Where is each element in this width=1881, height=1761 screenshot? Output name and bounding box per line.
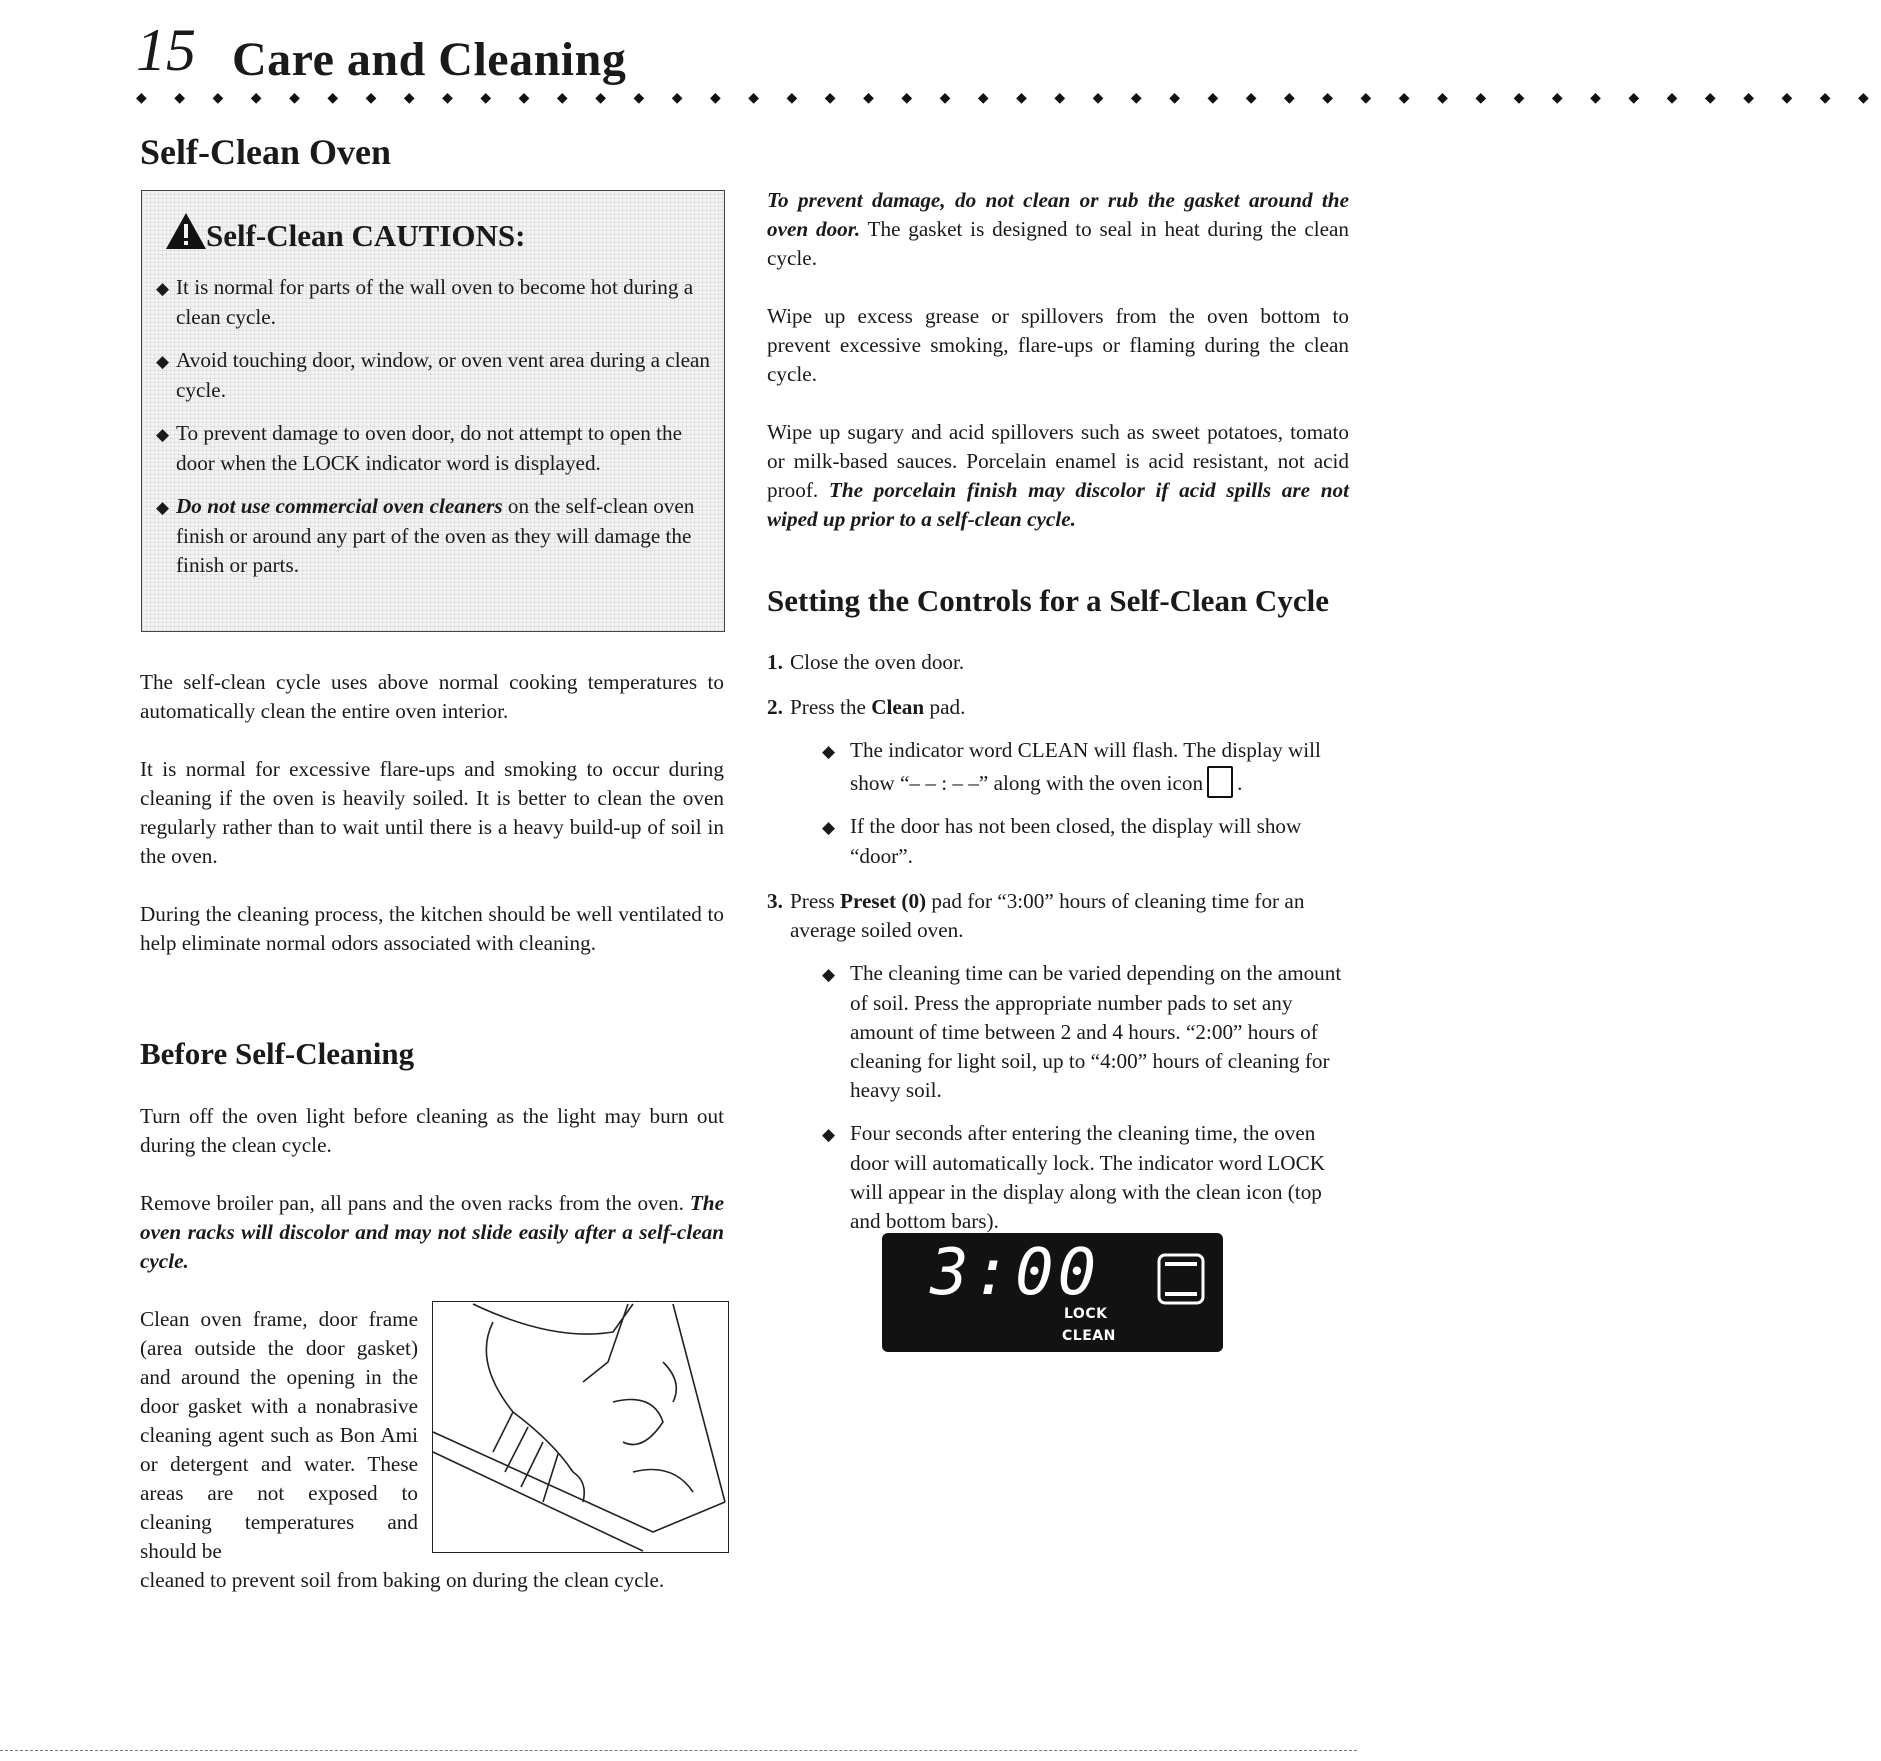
display-clean-indicator: CLEAN bbox=[1062, 1328, 1116, 1344]
caution-box bbox=[141, 190, 725, 632]
diamond-bullet-icon: ◆ bbox=[156, 352, 170, 371]
oven-icon bbox=[1207, 766, 1233, 798]
paragraph: To prevent damage, do not clean or rub the gasket around the oven door. The gasket is designed to seal in heat during the clean cycle. bbox=[767, 188, 1350, 270]
paragraph: During the cleaning process, the kitchen should be well ventilated to help eliminate normal odors associated with cleaning. bbox=[140, 902, 724, 955]
paragraph: It is normal for excessive flare-ups and smoking to occur during cleaning if the oven is heavily soiled. It is better to clean the oven regularly rather than to wait until there is a heavy build-up of soil in the oven. bbox=[140, 757, 724, 868]
diamond-bullet-icon: ◆ bbox=[156, 279, 170, 298]
step-2-sublist bbox=[790, 736, 1349, 871]
paragraph: cleaned to prevent soil from baking on during the clean cycle. bbox=[140, 1568, 665, 1592]
header-divider: ◆ ◆ ◆ ◆ ◆ ◆ ◆ ◆ ◆ ◆ ◆ ◆ ◆ ◆ ◆ ◆ ◆ ◆ ◆ ◆ ◆ ◆ ◆ ◆ ◆ ◆ ◆ ◆ ◆ ◆ ◆ ◆ ◆ ◆ ◆ ◆ ◆ ◆ ◆ ◆ ◆ ◆ ◆ ◆ ◆ ◆ bbox=[136, 91, 1881, 106]
diamond-bullet-icon: ◆ bbox=[156, 498, 170, 517]
caution-item: ◆ Avoid touching door, window, or oven vent area during a clean cycle. bbox=[156, 348, 710, 402]
paragraph: Turn off the oven light before cleaning as the light may burn out during the clean cycle. bbox=[140, 1104, 724, 1157]
step-3-sublist bbox=[790, 959, 1349, 1236]
paragraph: Remove broiler pan, all pans and the oven racks from the oven. The oven racks will discolor and may not slide easily after a self-clean cycle. bbox=[140, 1191, 724, 1273]
caution-title: Self-Clean CAUTIONS: bbox=[206, 218, 526, 253]
section-title-setting-controls: Setting the Controls for a Self-Clean Cycle bbox=[767, 583, 1329, 618]
oven-display-panel bbox=[882, 1233, 1223, 1352]
caution-item: ◆ Do not use commercial oven cleaners on the self-clean oven finish or around any part of the oven as they will damage the finish or parts. bbox=[156, 494, 695, 577]
step-2: 2. Press the Clean pad. ◆ The indicator word CLEAN will flash. The display will show “– – : – –” along with the oven icon . ◆ If the door has not been closed, the display will show “door”. bbox=[767, 693, 1349, 871]
caution-list bbox=[156, 273, 716, 594]
caution-item: ◆ It is normal for parts of the wall oven to become hot during a clean cycle. bbox=[156, 275, 694, 329]
diamond-bullet-icon: ◆ bbox=[822, 818, 836, 837]
caution-item: ◆ To prevent damage to oven door, do not attempt to open the door when the LOCK indicator word is displayed. bbox=[156, 421, 683, 475]
oven-frame-cleaning-illustration bbox=[432, 1301, 729, 1553]
step-1: 1. Close the oven door. bbox=[767, 650, 965, 674]
diamond-bullet-icon: ◆ bbox=[822, 1125, 836, 1144]
hand-cleaning-icon bbox=[433, 1302, 727, 1551]
paragraph: Wipe up sugary and acid spillovers such as sweet potatoes, tomato or milk-based sauces. Porcelain enamel is acid resistant, not acid proof. The porcelain finish may discolor if acid spills are not wiped up prior to a self-clean cycle. bbox=[767, 420, 1349, 531]
paragraph: The self-clean cycle uses above normal cooking temperatures to automatically clean the entire oven interior. bbox=[140, 670, 724, 723]
display-time: 3:00 bbox=[930, 1236, 1101, 1310]
sub-item: ◆ If the door has not been closed, the display will show “door”. bbox=[822, 814, 1302, 868]
diamond-bullet-icon: ◆ bbox=[822, 965, 836, 984]
sub-item: ◆ The indicator word CLEAN will flash. The display will show “– – : – –” along with the oven icon . bbox=[790, 736, 1349, 798]
caution-header bbox=[164, 211, 525, 251]
section-title-before-self-cleaning: Before Self-Cleaning bbox=[140, 1036, 415, 1071]
paragraph: Clean oven frame, door frame (area outside the door gasket) and around the opening in the door gasket with a nonabrasive cleaning agent such as Bon Ami or detergent and water. These areas are not exposed to cleaning temperatures and should be bbox=[140, 1307, 418, 1563]
warning-icon bbox=[164, 211, 208, 251]
display-lock-indicator: LOCK bbox=[1064, 1306, 1108, 1322]
diamond-bullet-icon: ◆ bbox=[156, 425, 170, 444]
sub-item: ◆ Four seconds after entering the cleaning time, the oven door will automatically lock. The indicator word LOCK will appear in the display along with the clean icon (top and bottom bars). bbox=[822, 1121, 1326, 1233]
steps-list bbox=[767, 648, 1349, 1252]
diamond-bullet-icon: ◆ bbox=[822, 742, 836, 761]
page-title: Care and Cleaning bbox=[232, 33, 627, 86]
sub-item: ◆ The cleaning time can be varied depending on the amount of soil. Press the appropriate number pads to set any amount of time between 2 and 4 hours. “2:00” hours of cleaning for light soil, up to “4:00” hours of cleaning for heavy soil. bbox=[822, 961, 1342, 1102]
bottom-rule bbox=[0, 1750, 1357, 1751]
paragraph: Wipe up excess grease or spillovers from the oven bottom to prevent excessive smoking, flare-ups or flaming during the clean cycle. bbox=[767, 304, 1349, 386]
page-number: 15 bbox=[136, 17, 196, 83]
oven-clean-icon bbox=[1157, 1253, 1205, 1305]
step-3: 3. Press Preset (0) pad for “3:00” hours of cleaning time for an average soiled oven. ◆ The cleaning time can be varied depending on the amount of soil. Press the appropriate number pads to set any amount of time between 2 and 4 hours. “2:00” hours of cleaning for light soil, up to “4:00” hours of cleaning for heavy soil. ◆ Four seconds after entering the cleaning time, the oven door will automatically lock. The indicator word LOCK will appear in the display along with the clean icon (top and bottom bars). bbox=[767, 887, 1349, 1236]
section-title-self-clean-oven: Self-Clean Oven bbox=[140, 132, 391, 172]
